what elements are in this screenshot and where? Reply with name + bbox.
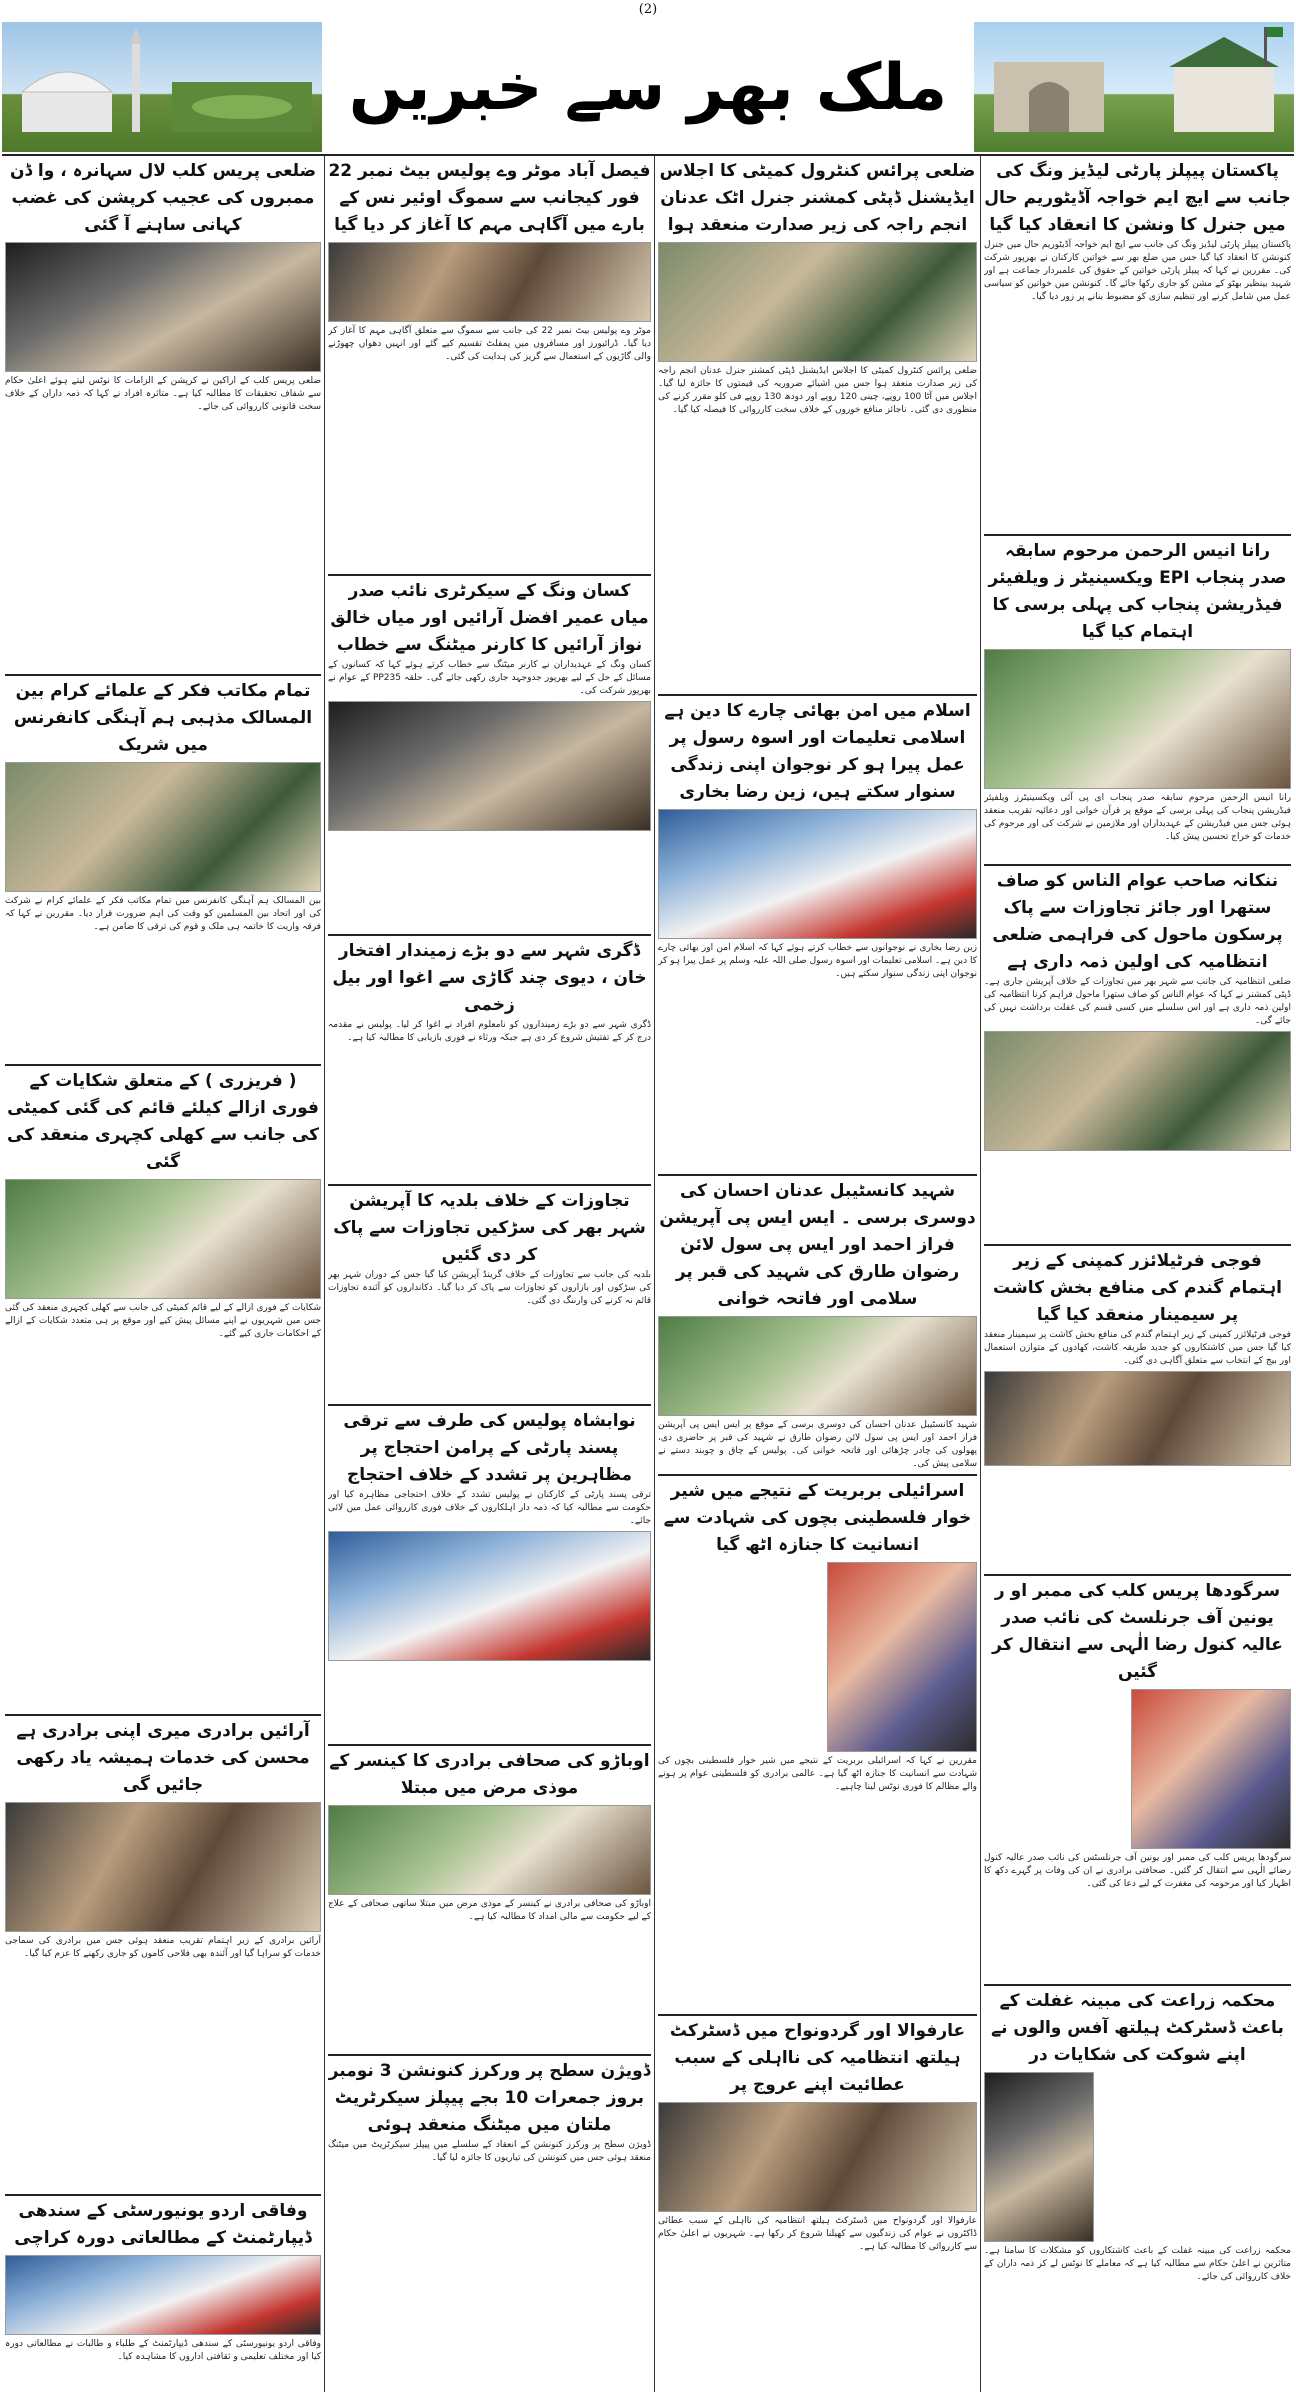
news-story (5, 1716, 321, 2196)
story-body: بلدیہ کی جانب سے تجاوزات کے خلاف گرینڈ آپریشن کیا گیا جس کے دوران شہر بھر کی سڑکوں اور بازاروں کو تجاوزات سے پاک کر دیا گیا۔ دکانداروں کو آئندہ تجاوزات قائم نہ کرنے کی وارننگ دی گئی۔ (328, 1270, 651, 1306)
story-body: پاکستان پیپلز پارٹی لیڈیز ونگ کی جانب سے ایچ ایم خواجہ آڈیٹوریم حال میں جنرل کنونشن کا انعقاد کیا گیا جس میں ضلع بھر سے خواتین کارکنان نے بھرپور شرکت کی۔ مقررین نے کہا کہ پیپلز پارٹی خواتین کے حقوق کی علمبردار جماعت ہے اور شہید بینظیر بھٹو کے مشن کو جاری رکھا جائے گا۔ کنونشن میں خواتین کو سیاسی عمل میں شامل کرنے اور تنظیم سازی کو مضبوط بنانے پر زور دیا گیا۔ (984, 240, 1291, 302)
news-story (658, 2016, 977, 2392)
masthead-left-photo (2, 22, 322, 152)
page-number: (2) (638, 2, 658, 17)
column-right (980, 156, 1294, 2392)
news-story (328, 936, 651, 1186)
landmark-illustration-left (2, 22, 322, 152)
story-headline: نوابشاہ پولیس کی طرف سے ترقی پسند پارٹی کے پرامن احتجاج پر مظاہرین پر تشدد کے خلاف احتجاج (343, 1411, 636, 1485)
news-columns (2, 156, 1294, 2392)
story-headline: محکمہ زراعت کی مبینہ غفلت کے باعث ڈسٹرکٹ ہیلتھ آفس والوں نے اپنے شوکت کی شکایات در (991, 1991, 1284, 2065)
story-body: موٹر وے پولیس بیٹ نمبر 22 کی جانب سے سموگ سے متعلق آگاہی مہم کا آغاز کر دیا گیا۔ ڈرائیورز اور مسافروں میں پمفلٹ تقسیم کیے گئے اور انہیں دھواں چھوڑنے والی گاڑیوں کے استعمال سے گریز کی ہدایت کی گئی۔ (328, 326, 651, 362)
story-body: ضلعی پریس کلب کے اراکین نے کرپشن کے الزامات کا نوٹس لیتے ہوئے اعلیٰ حکام سے شفاف تحقیقات کا مطالبہ کیا ہے۔ متاثرہ افراد نے کہا کہ ذمہ داران کے خلاف سخت قانونی کارروائی کی جائے۔ (5, 376, 321, 412)
story-headline: تجاوزات کے خلاف بلدیہ کا آپریشن شہر بھر کی سڑکیں تجاوزات سے پاک کر دی گئیں (333, 1191, 646, 1265)
news-story (5, 676, 321, 1066)
story-photo (984, 649, 1291, 789)
story-body: سرگودھا پریس کلب کی ممبر اور یونین آف جرنلسٹس کی نائب صدر عالیہ کنول رضائے الٰہی سے انتقال کر گئیں۔ صحافتی برادری نے ان کی وفات پر گہرے دکھ کا اظہار کیا اور مرحومہ کی مغفرت کے لیے دعا کی گئی۔ (984, 1853, 1291, 1889)
column-center-left (324, 156, 654, 2392)
story-photo (328, 701, 651, 831)
story-photo (658, 809, 977, 939)
column-center-right (654, 156, 980, 2392)
story-photo (328, 1805, 651, 1895)
story-headline: اوباڑو کی صحافی برادری کا کینسر کے موذی مرض میں مبتلا (329, 1751, 650, 1798)
story-body: شکایات کے فوری ازالے کے لیے قائم کمیٹی کی جانب سے کھلی کچہری منعقد کی گئی جس میں شہریوں نے اپنے مسائل پیش کیے اور موقع پر ہی متعدد شکایات کے ازالے کے احکامات جاری کیے گئے۔ (5, 1303, 321, 1339)
news-story (658, 1476, 977, 2016)
story-photo (984, 1031, 1291, 1151)
story-body: اوباڑو کی صحافی برادری نے کینسر کے موذی مرض میں مبتلا ساتھی صحافی کے علاج کے لیے حکومت سے مالی امداد کا مطالبہ کیا ہے۔ (328, 1899, 651, 1922)
news-story (984, 866, 1291, 1246)
story-headline: ڈگری شہر سے دو بڑے زمیندار افتخار خان ، دیوی چند گاڑی سے اغوا اور بیل زخمی (332, 941, 647, 1015)
story-photo (5, 2255, 321, 2335)
story-body: ڈگری شہر سے دو بڑے زمینداروں کو نامعلوم افراد نے اغوا کر لیا۔ پولیس نے مقدمہ درج کر کے تفتیش شروع کر دی ہے جبکہ ورثاء نے فوری بازیابی کا مطالبہ کیا ہے۔ (328, 1020, 651, 1043)
news-story (5, 2196, 321, 2392)
news-story (328, 156, 651, 576)
masthead-title: ملک بھر سے خبریں (348, 50, 948, 125)
story-photo (328, 242, 651, 322)
story-photo (1131, 1689, 1291, 1849)
story-photo (328, 1531, 651, 1661)
landmark-illustration-right (974, 22, 1294, 152)
story-body: ترقی پسند پارٹی کے کارکنان نے پولیس تشدد کے خلاف احتجاجی مظاہرہ کیا اور حکومت سے مطالبہ کیا کہ ذمہ دار اہلکاروں کے خلاف فوری کارروائی عمل میں لائی جائے۔ (328, 1490, 651, 1526)
story-photo (984, 1371, 1291, 1466)
news-story (984, 1986, 1291, 2386)
story-body: ضلعی انتظامیہ کی جانب سے شہر بھر میں تجاوزات کے خلاف آپریشن جاری ہے۔ ڈپٹی کمشنر نے کہا کہ عوام الناس کو صاف ستھرا ماحول فراہم کرنا انتظامیہ کی اولین ذمہ داری ہے اور اس سلسلے میں کسی قسم کی غفلت برداشت نہیں کی جائے گی۔ (984, 977, 1291, 1026)
story-body: کسان ونگ کے عہدیداران نے کارنر میٹنگ سے خطاب کرتے ہوئے کہا کہ کسانوں کے مسائل کے حل کے لیے بھرپور جدوجہد جاری رکھی جائے گی۔ حلقہ PP235 کے عوام نے بھرپور شرکت کی۔ (328, 660, 651, 696)
story-headline: پاکستان پیپلز پارٹی لیڈیز ونگ کی جانب سے ایچ ایم خواجہ آڈیٹوریم حال میں جنرل کا ونشن کا انعقاد کیا گیا (984, 161, 1291, 235)
story-photo (658, 1316, 977, 1416)
news-story (328, 1746, 651, 2056)
story-photo (658, 2102, 977, 2212)
story-headline: اسرائیلی بربریت کے نتیجے میں شیر خوار فلسطینی بچوں کی شہادت سے انسانیت کا جنازہ اٹھ گیا (663, 1481, 972, 1555)
story-body: فوجی فرٹیلائزر کمپنی کے زیر اہتمام گندم کی منافع بخش کاشت پر سیمینار منعقد کیا گیا جس میں کاشتکاروں کو جدید طریقہ کاشت، کھادوں کے متوازن استعمال اور بیج کے انتخاب سے متعلق آگاہی دی گئی۔ (984, 1330, 1291, 1366)
news-story (658, 1176, 977, 1476)
masthead-right-photo (974, 22, 1294, 152)
story-photo (984, 2072, 1094, 2242)
news-story (328, 2056, 651, 2392)
story-headline: ( فریزری ) کے متعلق شکایات کے فوری ازالے کیلئے قائم کی گئی کمیٹی کی جانب سے کھلی کچہری منعقد کی گئی (7, 1071, 319, 1172)
story-headline: سرگودھا پریس کلب کی ممبر او ر یونین آف جرنلسٹ کی نائب صدر عالیہ کنول رضا الٰہی سے انتقال کر گئیں (992, 1581, 1283, 1682)
story-headline: ضلعی پریس کلب لال سہانرہ ، وا ڈن ممبروں کی عجیب کرپشن کی غضب کہانی ساہنے آ گئی (9, 161, 317, 235)
story-headline: آرائیں برادری میری اپنی برادری ہے محسن کی خدمات ہمیشہ یاد رکھی جائیں گی (16, 1721, 310, 1795)
story-photo (827, 1562, 977, 1752)
story-headline: اسلام میں امن بھائی چارے کا دین ہے اسلامی تعلیمات اور اسوہ رسول پر عمل پیرا ہو کر نوجوان اپنی زندگی سنوار سکتے ہیں، زین رضا بخاری (664, 701, 971, 802)
news-story (984, 1576, 1291, 1986)
story-body: زین رضا بخاری نے نوجوانوں سے خطاب کرتے ہوئے کہا کہ اسلام امن اور بھائی چارے کا دین ہے۔ اسلامی تعلیمات اور اسوہ رسول صلی اللہ علیہ وسلم پر عمل پیرا ہو کر نوجوان اپنی زندگی سنوار سکتے ہیں۔ (658, 943, 977, 979)
story-headline: شہید کانسٹیبل عدنان احسان کی دوسری برسی ۔ ایس ایس پی آپریشن فراز احمد اور ایس پی سول لائن رضوان طارق کی شہید کی قبر پر سلامی اور فاتحہ خوانی (659, 1181, 976, 1309)
story-photo (5, 242, 321, 372)
news-story (328, 1406, 651, 1746)
news-story (328, 1186, 651, 1406)
story-body: ڈویژن سطح پر ورکرز کنونشن کے انعقاد کے سلسلے میں پیپلز سیکرٹریٹ میں میٹنگ منعقد ہوئی جس میں کنونشن کی تیاریوں کا جائزہ لیا گیا۔ (328, 2140, 651, 2163)
story-headline: رانا انیس الرحمن مرحوم سابقہ صدر پنجاب EPI ویکسینیٹر ز ویلفیئر فیڈریشن پنجاب کی پہلی برسی کا اہتمام کیا گیا (988, 541, 1287, 642)
masthead (2, 22, 1294, 156)
news-story (984, 536, 1291, 866)
story-body: عارفوالا اور گردونواح میں ڈسٹرکٹ ہیلتھ انتظامیہ کی نااہلی کے سبب عطائی ڈاکٹروں نے عوام کی زندگیوں سے کھیلنا شروع کر رکھا ہے۔ شہریوں نے اعلیٰ حکام سے کارروائی کا مطالبہ کیا ہے۔ (658, 2216, 977, 2252)
news-story (5, 156, 321, 676)
story-headline: ڈویژن سطح پر ورکرز کنونشن 3 نومبر بروز جمعرات 10 بجے پیپلز سیکرٹریٹ ملتان میں میٹنگ منعقد ہوئی (328, 2061, 651, 2135)
news-story (984, 156, 1291, 536)
story-headline: فیصل آباد موٹر وے پولیس بیٹ نمبر 22 فور کیجانب سے سموگ اوئیر نس کے بارے میں آگاہی مہم کا آغاز کر دیا گیا (328, 161, 651, 235)
news-story (984, 1246, 1291, 1576)
story-body: محکمہ زراعت کی مبینہ غفلت کے باعث کاشتکاروں کو مشکلات کا سامنا ہے۔ متاثرین نے اعلیٰ حکام سے مطالبہ کیا ہے کہ معاملے کا نوٹس لے کر ذمہ داران کے خلاف کارروائی کی جائے۔ (984, 2246, 1291, 2282)
story-headline: تمام مکاتب فکر کے علمائے کرام بین المسالک مذہبی ہم آہنگی کانفرنس میں شریک (13, 681, 313, 755)
news-story (658, 696, 977, 1176)
story-photo (5, 762, 321, 892)
story-headline: فوجی فرٹیلائزر کمپنی کے زیر اہتمام گندم کی منافع بخش کاشت پر سیمینار منعقد کیا گیا (993, 1251, 1282, 1325)
story-body: آرائیں برادری کے زیر اہتمام تقریب منعقد ہوئی جس میں برادری کی سماجی خدمات کو سراہا گیا اور آئندہ بھی فلاحی کاموں کو جاری رکھنے کا عزم کیا گیا۔ (5, 1936, 321, 1959)
story-body: ضلعی پرائس کنٹرول کمیٹی کا اجلاس ایڈیشنل ڈپٹی کمشنر جنرل عدنان انجم راجہ کی زیر صدارت منعقد ہوا جس میں اشیائے ضروریہ کی قیمتوں کا جائزہ لیا گیا۔ اجلاس میں آٹا 100 روپے، چینی 120 روپے اور دودھ 130 روپے فی کلو مقرر کرنے کی منظوری دی گئی۔ ناجائز منافع خوروں کے خلاف سخت کارروائی کا فیصلہ کیا گیا۔ (658, 366, 977, 415)
story-body: بین المسالک ہم آہنگی کانفرنس میں تمام مکاتب فکر کے علمائے کرام نے شرکت کی اور اتحاد بین المسلمین کو وقت کی اہم ضرورت قرار دیا۔ مقررین نے کہا کہ فرقہ واریت کا خاتمہ ہی ملک و قوم کی ترقی کا ضامن ہے۔ (5, 896, 321, 932)
story-photo (5, 1179, 321, 1299)
story-headline: ننکانہ صاحب عوام الناس کو صاف ستھرا اور جائز تجاوزات سے پاک پرسکون ماحول کی فراہمی ضلعی انتظامیہ کی اولین ذمہ داری ہے (992, 871, 1283, 972)
story-body: مقررین نے کہا کہ اسرائیلی بربریت کے نتیجے میں شیر خوار فلسطینی بچوں کی شہادت سے انسانیت کا جنازہ اٹھ گیا ہے۔ عالمی برادری کو فلسطینی عوام پر ہونے والے مظالم کا فوری نوٹس لینا چاہیے۔ (658, 1756, 977, 1792)
story-body: وفاقی اردو یونیورسٹی کے سندھی ڈیپارٹمنٹ کے طلباء و طالبات نے مطالعاتی دورہ کیا اور مختلف تعلیمی و ثقافتی اداروں کا مشاہدہ کیا۔ (5, 2339, 321, 2362)
story-headline: عارفوالا اور گردونواح میں ڈسٹرکٹ ہیلتھ انتظامیہ کی نااہلی کے سبب عطائیت اپنے عروج پر (669, 2021, 966, 2095)
story-headline: وفاقی اردو یونیورسٹی کے سندھی ڈیپارٹمنٹ کے مطالعاتی دورہ کراچی (14, 2201, 312, 2248)
news-story (5, 1066, 321, 1716)
story-body: رانا انیس الرحمن مرحوم سابقہ صدر پنجاب ای پی آئی ویکسینیٹرز ویلفیئر فیڈریشن پنجاب کی پہلی برسی کے موقع پر قرآن خوانی اور دعائیہ تقریب منعقد ہوئی جس میں فیڈریشن کے عہدیداران اور ملازمین نے شرکت کی اور مرحوم کی خدمات کو خراج تحسین پیش کیا۔ (984, 793, 1291, 842)
column-left (2, 156, 324, 2392)
story-photo (5, 1802, 321, 1932)
story-photo (658, 242, 977, 362)
story-headline: ضلعی پرائس کنٹرول کمیٹی کا اجلاس ایڈیشنل ڈپٹی کمشنر جنرل اٹک عدنان انجم راجہ کی زیر صدارت منعقد ہوا (659, 161, 976, 235)
news-story (658, 156, 977, 696)
story-body: شہید کانسٹیبل عدنان احسان کی دوسری برسی کے موقع پر ایس ایس پی آپریشن فراز احمد اور ایس پی سول لائن رضوان طارق نے شہید کی قبر پر حاضری دی، پھولوں کی چادر چڑھائی اور فاتحہ خوانی کی۔ پولیس کے چاق و چوبند دستے نے سلامی پیش کی۔ (658, 1420, 977, 1469)
story-headline: کسان ونگ کے سیکرٹری نائب صدر میاں عمیر افضل آرائیں اور میاں خالق نواز آرائیں کا کارنر میٹنگ سے خطاب (330, 581, 649, 655)
news-story (328, 576, 651, 936)
